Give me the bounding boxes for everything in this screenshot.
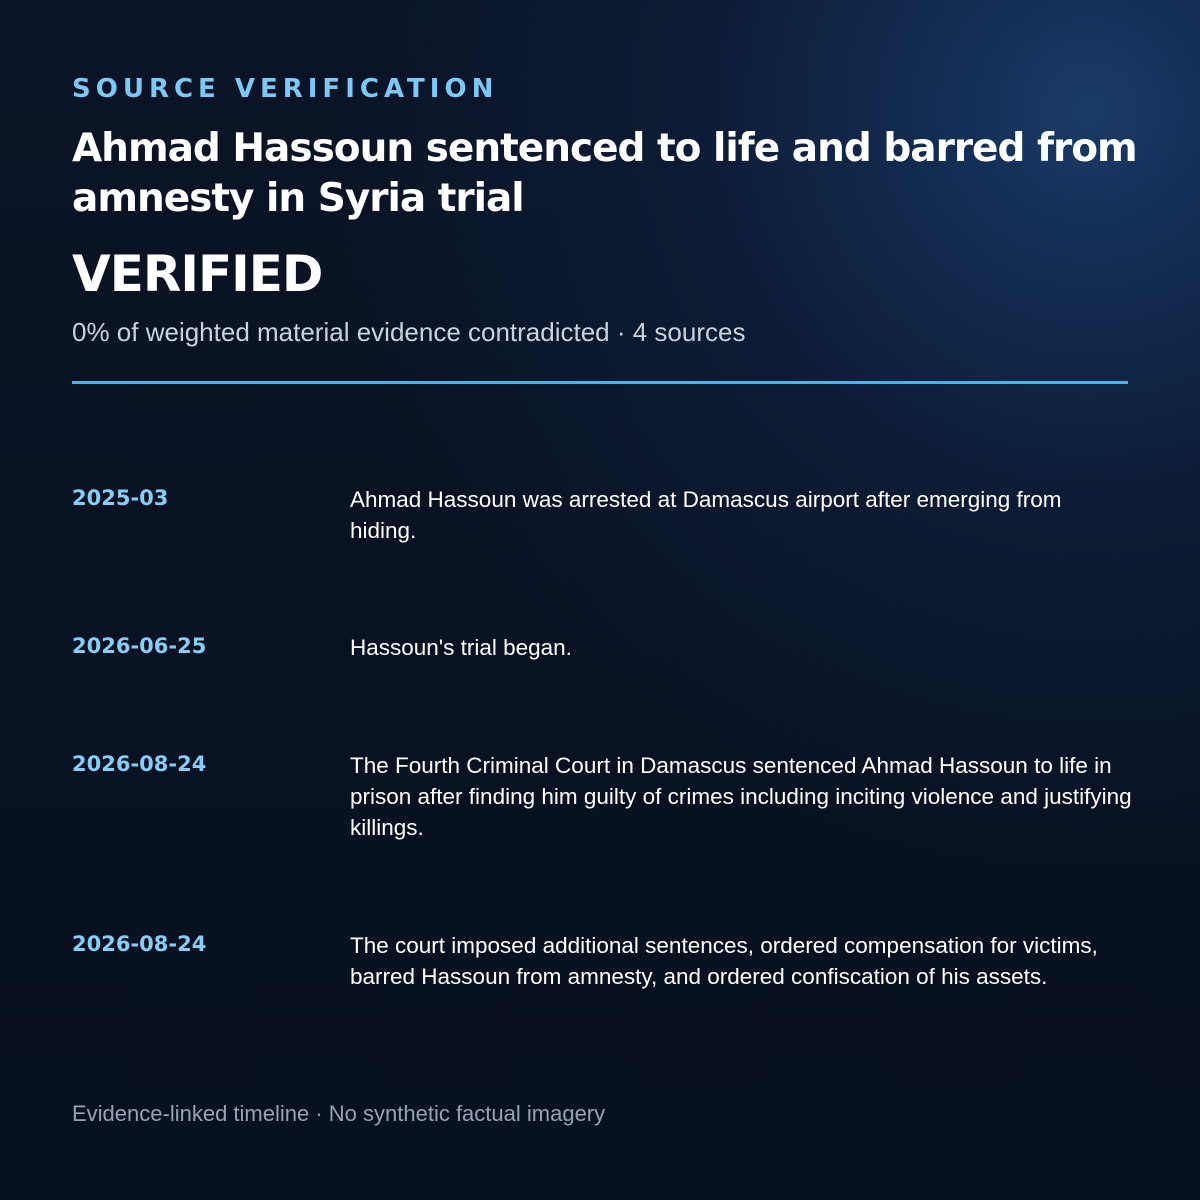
verdict-label: VERIFIED <box>72 245 323 303</box>
evidence-summary: 0% of weighted material evidence contradicted · 4 sources <box>72 317 746 347</box>
timeline-event-date: 2026-08-24 <box>72 932 207 956</box>
timeline-event-text: The Fourth Criminal Court in Damascus sentenced Ahmad Hassoun to life in prison after finding him guilty of crimes including inciting violence and justifying killings. <box>350 753 1132 840</box>
headline-title: Ahmad Hassoun sentenced to life and barred from amnesty in Syria trial <box>72 126 1137 221</box>
section-eyebrow: SOURCE VERIFICATION <box>72 74 499 104</box>
timeline-event-date: 2025-03 <box>72 486 169 510</box>
header-divider <box>72 381 1128 384</box>
timeline-event-text: The court imposed additional sentences, ordered compensation for victims, barred Hassoun from amnesty, and ordered confiscation of his assets. <box>350 933 1098 989</box>
timeline-event-text: Ahmad Hassoun was arrested at Damascus airport after emerging from hiding. <box>350 487 1062 543</box>
timeline-event-text: Hassoun's trial began. <box>350 635 572 660</box>
timeline-event-date: 2026-06-25 <box>72 634 207 658</box>
footer-note: Evidence-linked timeline · No synthetic factual imagery <box>72 1101 606 1126</box>
timeline-event-date: 2026-08-24 <box>72 752 207 776</box>
